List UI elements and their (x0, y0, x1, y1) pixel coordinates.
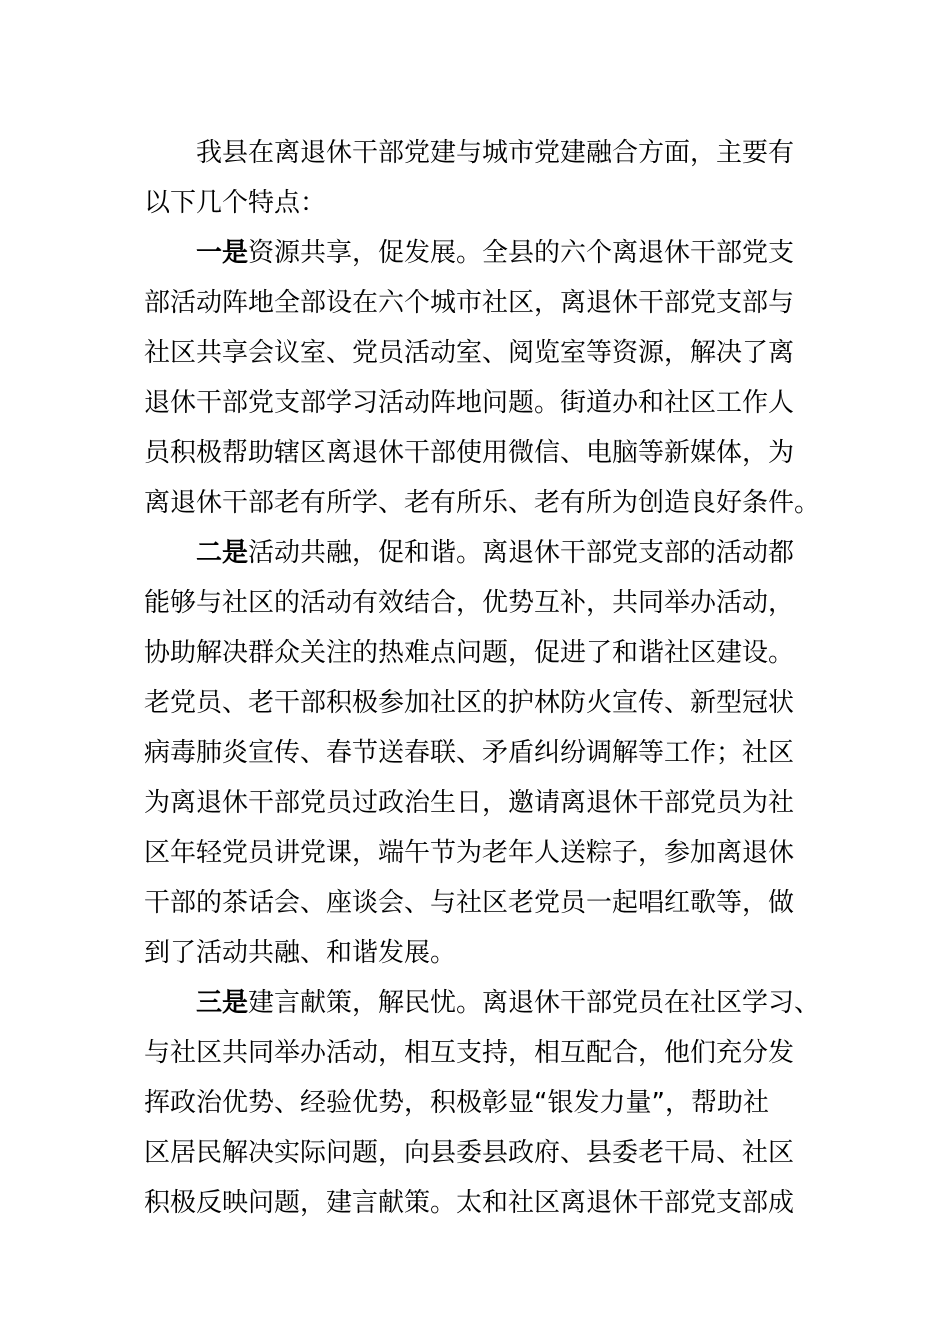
paragraph-lead: 一是 (196, 238, 249, 268)
line-text: 社区共享会议室、党员活动室、阅览室等资源，解决了离 (144, 338, 795, 368)
line-text: 挥政治优势、经验优势，积极彰显“银发力量”，帮助社 (144, 1088, 769, 1118)
text-line (144, 478, 821, 528)
text-line (144, 828, 804, 878)
line-text: 资源共享，促发展。全县的六个离退休干部党支 (248, 238, 795, 268)
line-text: 部活动阵地全部设在六个城市社区，离退休干部党支部与 (144, 288, 795, 318)
text-line (144, 228, 804, 278)
text-line (144, 528, 804, 578)
text-line (144, 178, 804, 228)
text-line (144, 1078, 804, 1128)
text-line (144, 578, 804, 628)
line-text: 与社区共同举办活动，相互支持，相互配合，他们充分发 (144, 1038, 795, 1068)
line-text: 离退休干部老有所学、老有所乐、老有所为创造良好条件。 (144, 488, 821, 518)
text-line (144, 678, 804, 728)
paragraph-lead: 三是 (196, 988, 249, 1018)
line-text: 协助解决群众关注的热难点问题，促进了和谐社区建设。 (144, 638, 795, 668)
text-line (144, 1028, 804, 1078)
line-text: 能够与社区的活动有效结合，优势互补，共同举办活动， (144, 588, 795, 618)
text-line (144, 278, 804, 328)
line-text: 员积极帮助辖区离退休干部使用微信、电脑等新媒体，为 (144, 438, 795, 468)
text-line (144, 1128, 804, 1178)
text-line (144, 1178, 804, 1228)
text-line (144, 778, 804, 828)
line-text: 建言献策，解民忧。离退休干部党员在社区学习、 (248, 988, 821, 1018)
line-text: 区年轻党员讲党课，端午节为老年人送粽子，参加离退休 (144, 838, 795, 868)
body-text (144, 128, 821, 1228)
line-text: 老党员、老干部积极参加社区的护林防火宣传、新型冠状 (144, 688, 795, 718)
line-text: 到了活动共融、和谐发展。 (144, 938, 457, 968)
line-text: 区居民解决实际问题，向县委县政府、县委老干局、社区 (144, 1138, 795, 1168)
text-line (144, 428, 804, 478)
text-line (144, 978, 821, 1028)
text-line (144, 928, 804, 978)
text-line (144, 128, 804, 178)
text-line (144, 628, 804, 678)
text-line (144, 878, 804, 928)
line-text: 病毒肺炎宣传、春节送春联、矛盾纠纷调解等工作；社区 (144, 738, 795, 768)
paragraph-lead: 二是 (196, 538, 249, 568)
line-text: 积极反映问题，建言献策。太和社区离退休干部党支部成 (144, 1188, 795, 1218)
line-text: 干部的茶话会、座谈会、与社区老党员一起唱红歌等，做 (144, 888, 795, 918)
line-text: 为离退休干部党员过政治生日，邀请离退休干部党员为社 (144, 788, 795, 818)
text-line (144, 728, 804, 778)
line-text: 退休干部党支部学习活动阵地问题。街道办和社区工作人 (144, 388, 795, 418)
line-text: 以下几个特点： (144, 188, 327, 218)
text-line (144, 328, 804, 378)
line-text: 我县在离退休干部党建与城市党建融合方面，主要有 (196, 138, 795, 168)
text-line (144, 378, 804, 428)
line-text: 活动共融，促和谐。离退休干部党支部的活动都 (248, 538, 795, 568)
